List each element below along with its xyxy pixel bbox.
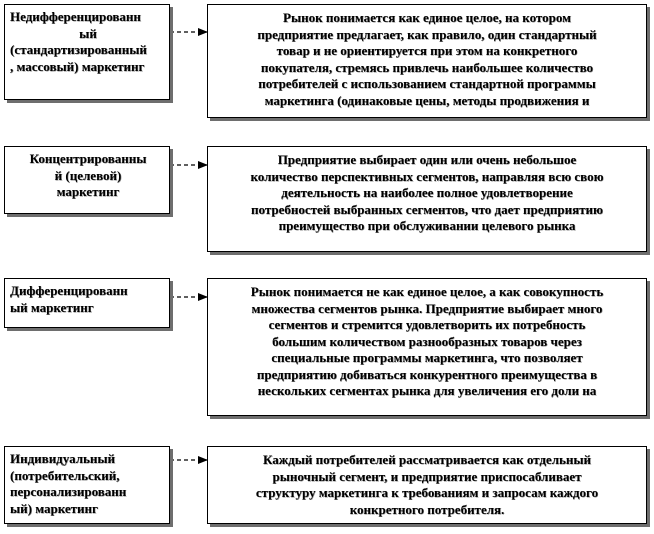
term-line: , массовый) маркетинг (10, 58, 145, 74)
description-line: предприятие предлагает, как правило, один стандартный (257, 26, 597, 42)
description-line: покупателя, стремясь привлечь наибольшее количество (260, 59, 594, 75)
term-box-undifferentiated (4, 4, 170, 100)
description-line: потребителей с использованием стандартной программы (258, 76, 596, 91)
description-line: большим количеством разнообразных товаров через (272, 333, 582, 349)
description-line: множества сегментов рынка. Предприятие выбирает много (251, 300, 603, 316)
description-line: Каждый потребителей рассматривается как отдельный (262, 452, 592, 467)
description-box-individual (207, 446, 647, 524)
term-line: Индивидуальный (10, 451, 115, 466)
term-line: маркетинг (56, 184, 120, 199)
description-line: конкретного потребителя. (349, 501, 505, 517)
description-line: рыночный сегмент, и предприятие приспосабливает (272, 468, 582, 484)
term-box-concentrated (4, 146, 170, 214)
description-box-differentiated (207, 278, 647, 416)
description-box-concentrated (207, 146, 647, 252)
description-line: предприятию добиваться конкурентного преимущества в (256, 366, 598, 382)
term-line: й (целевой) (54, 167, 122, 183)
description-line: товар и не ориентируется при этом на конкретного (276, 43, 578, 58)
description-line: Рынок понимается как единое целое, на котором (283, 10, 571, 25)
term-line: ый) маркетинг (10, 500, 98, 516)
term-line: (стандартизированный (10, 42, 147, 57)
term-line: ый маркетинг (10, 299, 94, 315)
description-line: потребностей выбранных сегментов, что дает предприятию (251, 201, 603, 217)
term-box-differentiated (4, 278, 170, 328)
term-line: (потребительский, (10, 467, 120, 483)
description-line: деятельность на наиболее полное удовлетворение (281, 185, 573, 200)
term-line: Недифференцированн (10, 9, 141, 24)
description-line: преимущество при обслуживании целевого рынка (278, 218, 576, 233)
term-box-individual (4, 446, 170, 524)
term-line: персонализированн (10, 484, 127, 499)
term-line: Концентрированны (29, 151, 147, 166)
description-line: сегментов и стремится удовлетворить их потребность (268, 317, 586, 332)
description-line: структуру маркетинга к требованиям и запросам каждого (255, 485, 599, 500)
term-line: Дифференцированн (10, 283, 128, 298)
description-line: количество перспективных сегментов, направляя всю свою (250, 168, 604, 184)
description-box-undifferentiated (207, 4, 647, 118)
description-line: Рынок понимается не как единое целое, а как совокупность (250, 284, 604, 299)
description-line: нескольких сегментах рынка для увеличения его доли на (257, 383, 597, 398)
description-line: маркетинга (одинаковые цены, методы продвижения и (264, 92, 590, 108)
description-line: специальные программы маркетинга, что позволяет (271, 350, 583, 365)
description-line: Предприятие выбирает один или очень небольшое (277, 152, 577, 167)
term-line: ый (79, 25, 97, 41)
